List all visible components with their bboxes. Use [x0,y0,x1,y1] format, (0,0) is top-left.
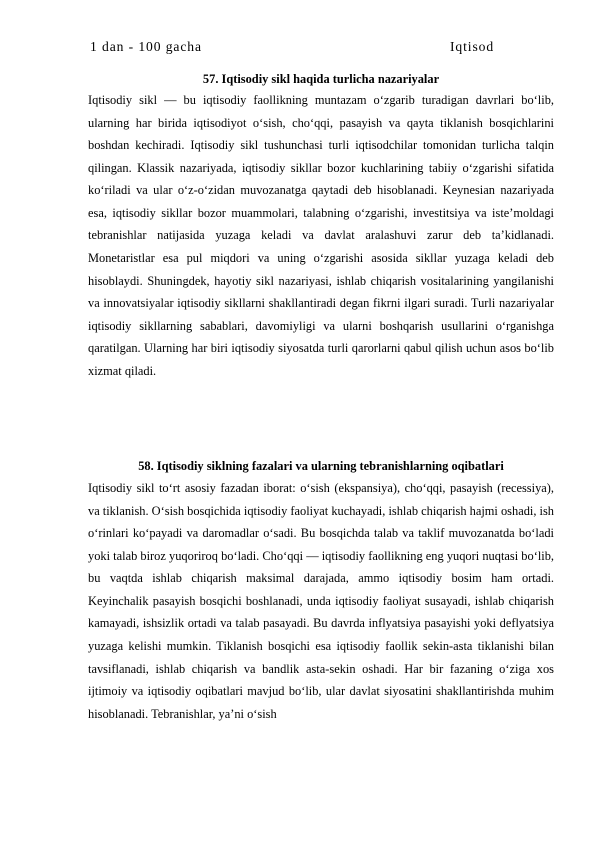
section-heading-58: 58. Iqtisodiy siklning fazalari va ularning tebranishlarning oqibatlari [138,459,504,473]
header-subject-text: Iqtisod [450,39,495,54]
section-heading-57: 57. Iqtisodiy sikl haqida turlicha nazariyalar [202,72,440,86]
header-range-text: 1 dan - 100 gacha [90,39,202,54]
page-header [90,38,510,56]
section-body-57: Iqtisodiy sikl — bu iqtisodiy faollikning muntazam o‘zgarib turadigan davrlari bo‘lib, ularning har birida iqtisodiyot o‘sish, cho‘qqi, pasayish va qayta tiklanish bosqichlarini boshdan kechiradi. Iqtisodiy sikl tushunchasi turli iqtisodchilar tomonidan turlicha talqin qilingan. Klassik nazariyada, iqtisodiy sikllar bozor kuchlarining tabiiy o‘zgarishi sifatida ko‘riladi va ular o‘z-o‘zidan muvozanatga qaytadi deb hisoblanadi. Keynesian nazariyada esa, iqtisodiy sikllar bozor muammolari, talabning o‘zgarishi, investitsiya va iste’moldagi tebranishlar natijasida yuzaga keladi va davlat aralashuvi zarur deb ta’kidlanadi. Monetaristlar esa pul miqdori va uning o‘zgarishi asosida sikllar yuzaga keladi deb hisoblaydi. Shuningdek, hayotiy sikl nazariyasi, ishlab chiqarish vositalarining yangilanishi va innovatsiyalar iqtisodiy sikllarni shakllantiradi degan fikrni ilgari suradi. Turli nazariyalar iqtisodiy sikllarning sabablari, davomiyligi va ularni boshqarish usullarini o‘rganishga qaratilgan. Ularning har biri iqtisodiy siyosatda turli qarorlarni qabul qilish uchun asos bo‘lib xizmat qiladi. [88,93,554,378]
section-body-58: Iqtisodiy sikl to‘rt asosiy fazadan iborat: o‘sish (ekspansiya), cho‘qqi, pasayish (recessiya), va tiklanish. O‘sish bosqichida iqtisodiy faoliyat kuchayadi, ishlab chiqarish hajmi oshadi, ish o‘rinlari ko‘payadi va daromadlar o‘sadi. Bu bosqichda talab va taklif muvozanatda bo‘ladi yoki talab biroz yuqoriroq bo‘ladi. Cho‘qqi — iqtisodiy faollikning eng yuqori nuqtasi bo‘lib, bu vaqtda ishlab chiqarish maksimal darajada, ammo iqtisodiy bosim ham ortadi. Keyinchalik pasayish bosqichi boshlanadi, unda iqtisodiy faoliyat susayadi, ishlab chiqarish kamayadi, ishsizlik ortadi va talab pasayadi. Bu davrda inflyatsiya pasayishi yoki deflyatsiya yuzaga kelishi mumkin. Tiklanish bosqichi esa iqtisodiy faollik sekin-asta tiklanishi bilan tavsiflanadi, ishlab chiqarish va bandlik asta-sekin oshadi. Har bir fazaning o‘ziga xos ijtimoiy va iqtisodiy oqibatlari mavjud bo‘lib, ular davlat siyosatini shakllantirishda muhim hisoblanadi. Tebranishlar, ya’ni o‘sish [88,481,554,721]
